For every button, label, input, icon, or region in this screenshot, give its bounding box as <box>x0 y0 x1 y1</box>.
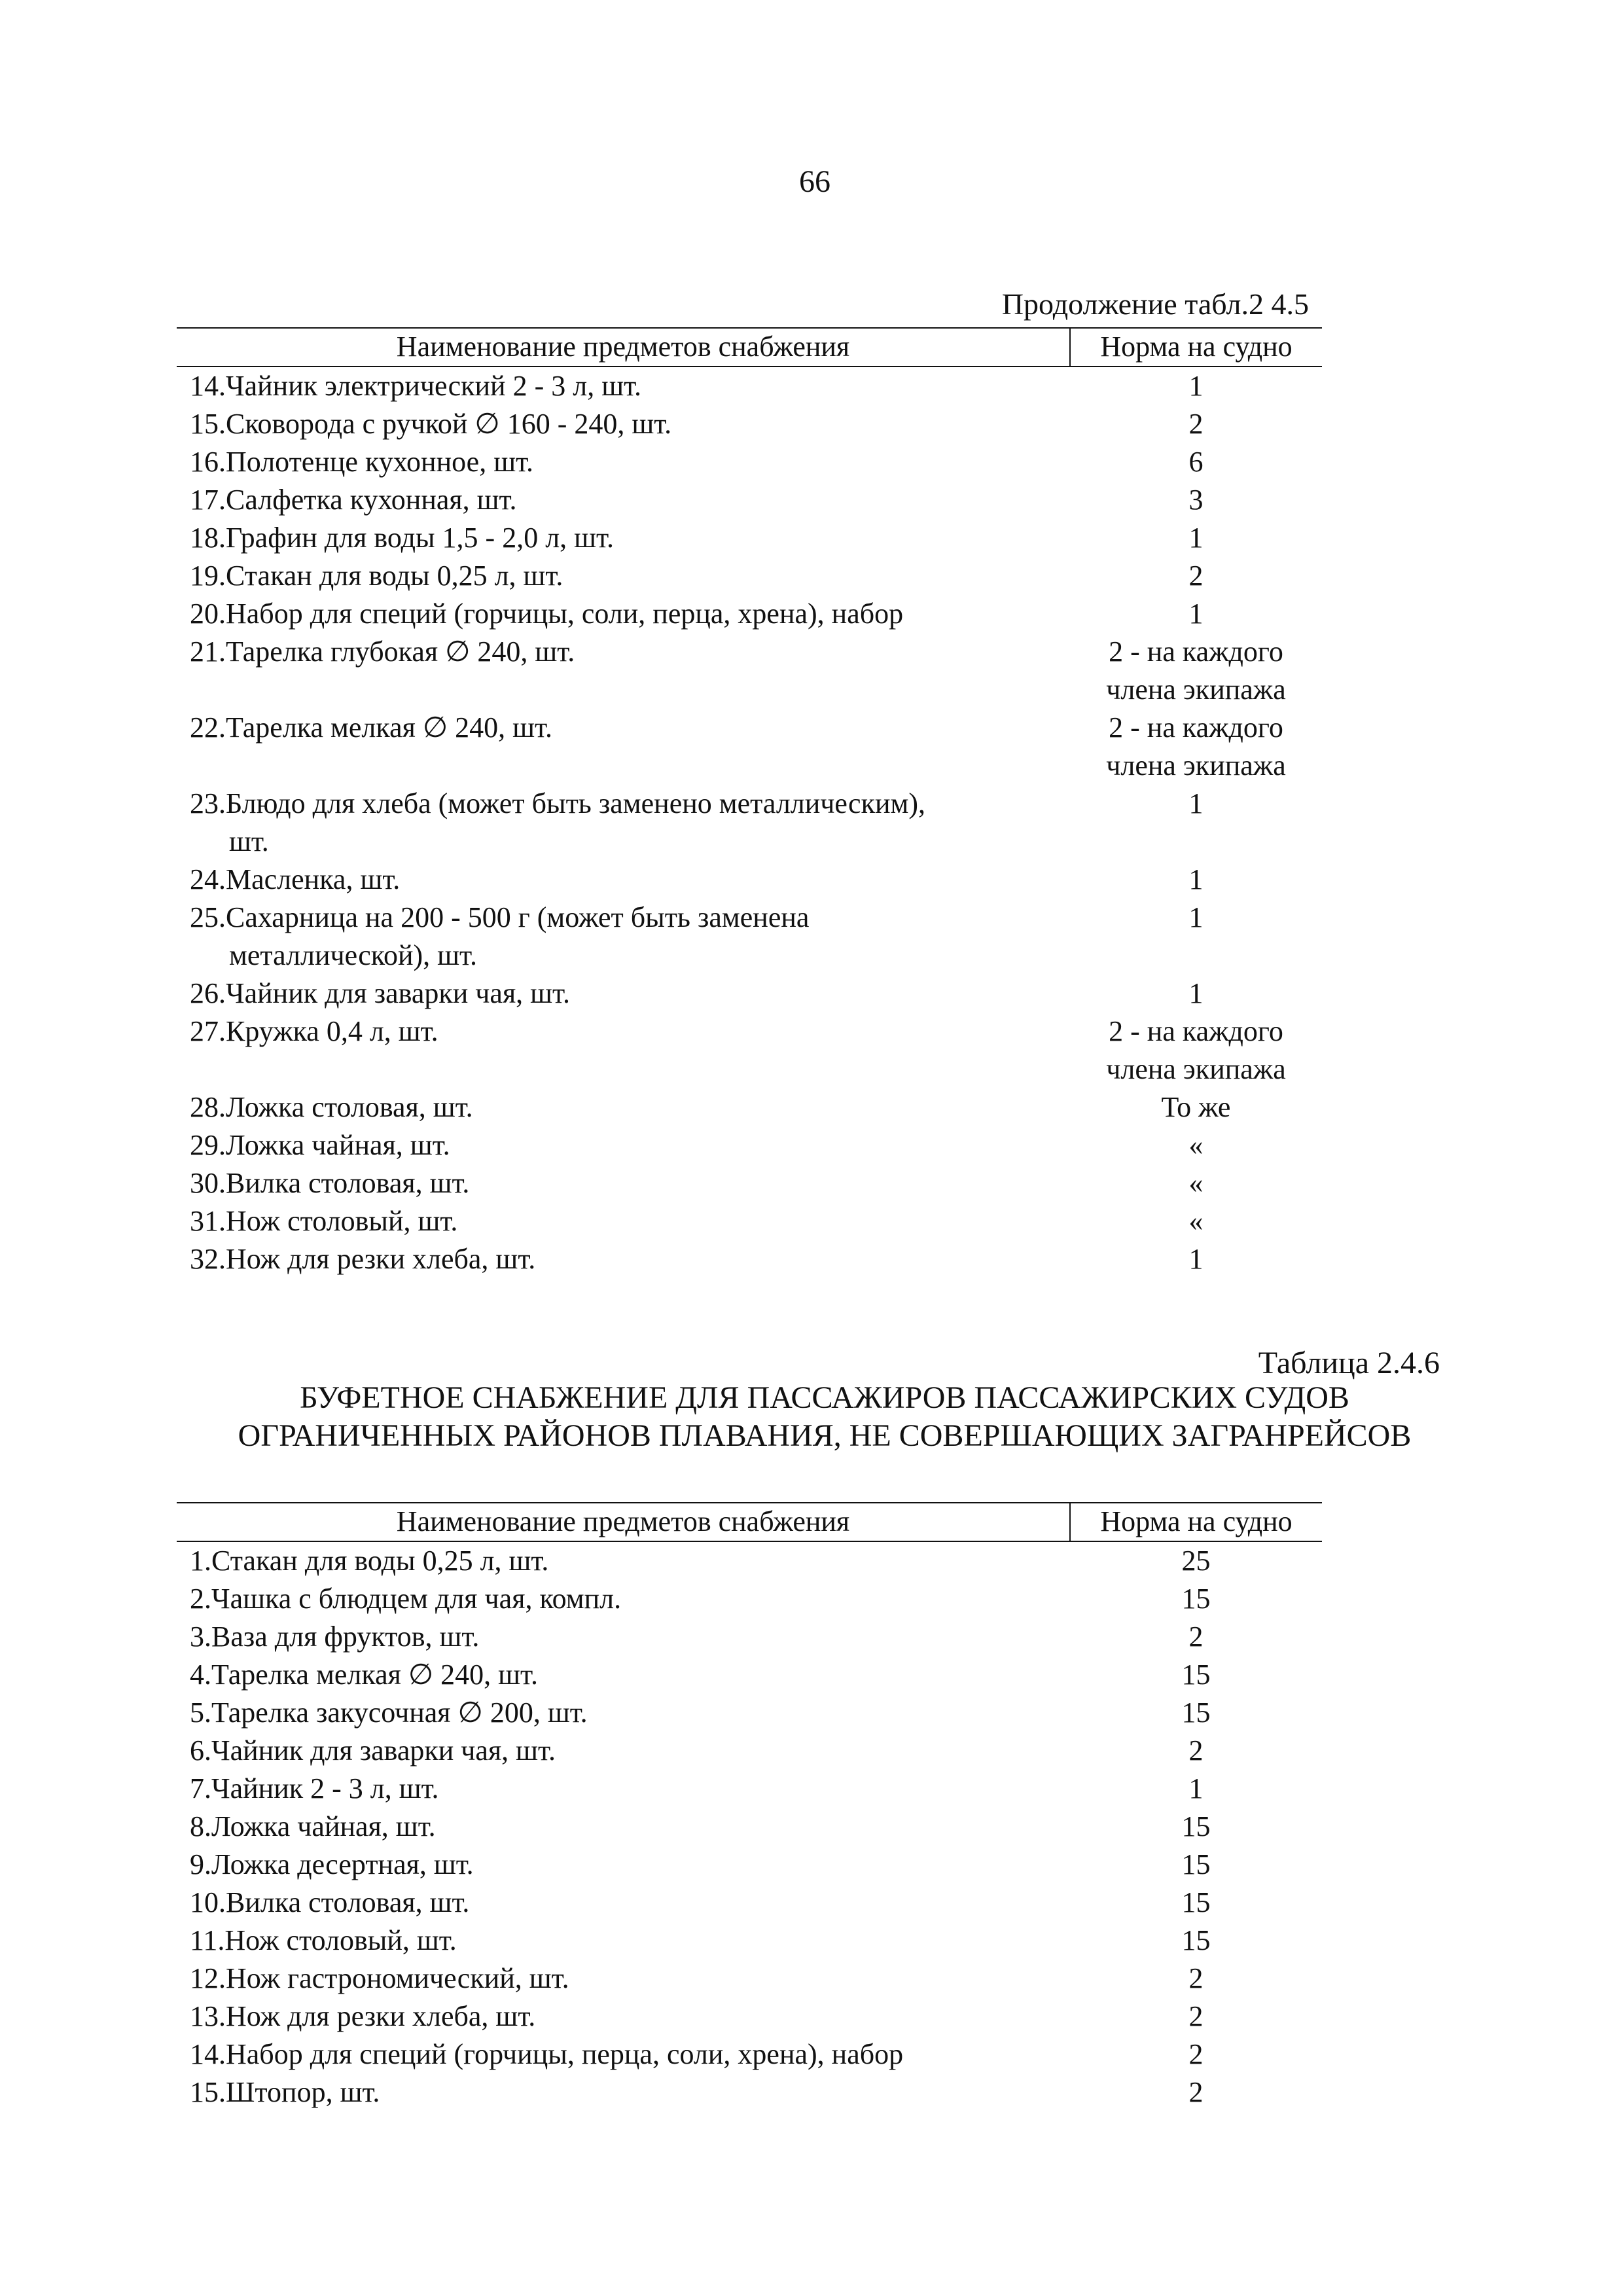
norm-value: 1 <box>1188 901 1204 933</box>
norm-value: 1 <box>1188 1772 1204 1804</box>
norm-value: 1 <box>1188 370 1204 402</box>
item-name: 8.Ложка чайная, шт. <box>190 1810 436 1842</box>
table-row <box>177 1884 1322 1922</box>
item-name: 9.Ложка десертная, шт. <box>190 1848 474 1880</box>
norm-cell <box>1070 1202 1322 1240</box>
item-name: 31.Нож столовый, шт. <box>190 1205 458 1237</box>
table-row <box>177 1998 1322 2036</box>
item-name-cell <box>177 595 1070 633</box>
page-number: 66 <box>799 164 830 199</box>
item-name: 15.Сковорода с ручкой ∅ 160 - 240, шт. <box>190 408 672 440</box>
item-name: 28.Ложка столовая, шт. <box>190 1091 473 1123</box>
item-name-cell <box>177 1202 1070 1240</box>
norm-cell <box>1070 443 1322 481</box>
norm-cell <box>1070 595 1322 633</box>
norm-cell <box>1070 1884 1322 1922</box>
header-norm: Норма на судно <box>1070 328 1322 367</box>
table-row <box>177 1126 1322 1164</box>
item-name-cell <box>177 2073 1070 2111</box>
table-row <box>177 595 1322 633</box>
norm-cell <box>1070 1846 1322 1884</box>
item-name: 5.Тарелка закусочная ∅ 200, шт. <box>190 1696 588 1729</box>
norm-cell <box>1070 1126 1322 1164</box>
item-name: 14.Набор для специй (горчицы, перца, соли, хрена), набор <box>190 2038 904 2070</box>
norm-value: 1 <box>1188 863 1204 895</box>
norm-value: 2 <box>1188 1621 1204 1653</box>
table-row <box>177 1656 1322 1694</box>
norm-cell <box>1070 861 1322 899</box>
item-name: 21.Тарелка глубокая ∅ 240, шт. <box>190 636 575 668</box>
table-row <box>177 899 1322 975</box>
norm-cell <box>1070 1694 1322 1732</box>
item-name: 13.Нож для резки хлеба, шт. <box>190 2000 536 2032</box>
table-row <box>177 2073 1322 2111</box>
table-row <box>177 519 1322 557</box>
table-row <box>177 633 1322 709</box>
norm-cell <box>1070 1240 1322 1278</box>
table-title-line-2: ОГРАНИЧЕННЫХ РАЙОНОВ ПЛАВАНИЯ, НЕ СОВЕРШАЮЩИХ ЗАГРАНРЕЙСОВ <box>238 1418 1412 1453</box>
table-row <box>177 1770 1322 1808</box>
table-row <box>177 785 1322 861</box>
norm-cell <box>1070 405 1322 443</box>
norm-value: 1 <box>1188 977 1204 1009</box>
norm-cell <box>1070 785 1322 861</box>
item-name-cell <box>177 1656 1070 1694</box>
item-name-cell <box>177 1808 1070 1846</box>
norm-value: 15 <box>1181 1659 1211 1691</box>
table-row <box>177 405 1322 443</box>
norm-cell <box>1070 2036 1322 2073</box>
norm-cell <box>1070 709 1322 785</box>
norm-cell <box>1070 1541 1322 1580</box>
item-name: 19.Стакан для воды 0,25 л, шт. <box>190 560 563 592</box>
item-name: 26.Чайник для заварки чая, шт. <box>190 977 570 1009</box>
supply-table-continued <box>177 327 1322 1278</box>
item-name-cell <box>177 1694 1070 1732</box>
item-name: 23.Блюдо для хлеба (может быть заменено металлическим), <box>190 787 925 819</box>
norm-value: 2 - на каждого <box>1109 636 1283 668</box>
item-name-cell <box>177 1126 1070 1164</box>
norm-value: 2 <box>1188 560 1204 592</box>
table-row <box>177 1732 1322 1770</box>
norm-value: 6 <box>1188 446 1204 478</box>
item-name-cell <box>177 1998 1070 2036</box>
item-name: 14.Чайник электрический 2 - 3 л, шт. <box>190 370 641 402</box>
norm-cell <box>1070 1998 1322 2036</box>
item-name: 11.Нож столовый, шт. <box>190 1924 457 1956</box>
norm-cell <box>1070 557 1322 595</box>
table-row <box>177 1618 1322 1656</box>
norm-cell <box>1070 633 1322 709</box>
item-name: 4.Тарелка мелкая ∅ 240, шт. <box>190 1659 538 1691</box>
item-name-cell <box>177 443 1070 481</box>
item-name-continuation: металлической), шт. <box>229 939 477 971</box>
item-name: 7.Чайник 2 - 3 л, шт. <box>190 1772 439 1804</box>
table-row <box>177 557 1322 595</box>
table-row <box>177 367 1322 405</box>
item-name-cell <box>177 785 1070 861</box>
table-continuation-caption: Продолжение табл.2 4.5 <box>1001 287 1309 321</box>
norm-continuation: члена экипажа <box>1106 749 1286 781</box>
table-row <box>177 2036 1322 2073</box>
norm-cell <box>1070 899 1322 975</box>
item-name-cell <box>177 1580 1070 1618</box>
item-name: 6.Чайник для заварки чая, шт. <box>190 1734 556 1767</box>
norm-cell <box>1070 519 1322 557</box>
norm-value: 2 <box>1188 408 1204 440</box>
norm-continuation: члена экипажа <box>1106 1053 1286 1085</box>
norm-cell <box>1070 1808 1322 1846</box>
norm-value: 2 <box>1188 2000 1204 2032</box>
item-name-cell <box>177 709 1070 785</box>
item-name: 3.Ваза для фруктов, шт. <box>190 1621 480 1653</box>
item-name-cell <box>177 481 1070 519</box>
header-item-name: Наименование предметов снабжения <box>177 1503 1070 1541</box>
item-name: 18.Графин для воды 1,5 - 2,0 л, шт. <box>190 522 614 554</box>
norm-cell <box>1070 481 1322 519</box>
table-row <box>177 1088 1322 1126</box>
table-body <box>177 367 1322 1278</box>
norm-value: 1 <box>1188 598 1204 630</box>
item-name: 29.Ложка чайная, шт. <box>190 1129 450 1161</box>
table-row <box>177 1013 1322 1088</box>
item-name-cell <box>177 1618 1070 1656</box>
norm-value: 15 <box>1181 1886 1211 1918</box>
item-name-cell <box>177 1164 1070 1202</box>
item-name-cell <box>177 1884 1070 1922</box>
norm-cell <box>1070 1656 1322 1694</box>
item-name: 24.Масленка, шт. <box>190 863 401 895</box>
item-name-cell <box>177 1013 1070 1088</box>
item-name-continuation: шт. <box>229 825 269 857</box>
item-name: 32.Нож для резки хлеба, шт. <box>190 1243 536 1275</box>
item-name-cell <box>177 975 1070 1013</box>
norm-value: « <box>1188 1129 1204 1161</box>
item-name-cell <box>177 405 1070 443</box>
norm-cell <box>1070 1732 1322 1770</box>
table-title-line-1: БУФЕТНОЕ СНАБЖЕНИЕ ДЛЯ ПАССАЖИРОВ ПАССАЖИРСКИХ СУДОВ <box>300 1380 1349 1415</box>
norm-continuation: члена экипажа <box>1106 673 1286 706</box>
norm-value: 2 - на каждого <box>1109 711 1283 744</box>
item-name: 16.Полотенце кухонное, шт. <box>190 446 533 478</box>
norm-value: 1 <box>1188 522 1204 554</box>
norm-value: 2 <box>1188 1962 1204 1994</box>
item-name-cell <box>177 2036 1070 2073</box>
item-name-cell <box>177 367 1070 405</box>
norm-value: То же <box>1161 1091 1231 1123</box>
table-row <box>177 1202 1322 1240</box>
item-name-cell <box>177 1541 1070 1580</box>
norm-cell <box>1070 975 1322 1013</box>
table-row <box>177 1846 1322 1884</box>
header-item-name: Наименование предметов снабжения <box>177 328 1070 367</box>
item-name: 22.Тарелка мелкая ∅ 240, шт. <box>190 711 552 744</box>
table-row <box>177 1808 1322 1846</box>
item-name: 2.Чашка с блюдцем для чая, компл. <box>190 1583 622 1615</box>
table-row <box>177 709 1322 785</box>
item-name: 15.Штопор, шт. <box>190 2076 380 2108</box>
item-name-cell <box>177 1732 1070 1770</box>
item-name: 1.Стакан для воды 0,25 л, шт. <box>190 1545 549 1577</box>
item-name-cell <box>177 1960 1070 1998</box>
item-name: 30.Вилка столовая, шт. <box>190 1167 470 1199</box>
norm-value: 1 <box>1188 787 1204 819</box>
norm-value: 2 <box>1188 1734 1204 1767</box>
table-row <box>177 1922 1322 1960</box>
item-name: 10.Вилка столовая, шт. <box>190 1886 470 1918</box>
table-row <box>177 861 1322 899</box>
item-name-cell <box>177 899 1070 975</box>
table-row <box>177 1164 1322 1202</box>
table-row <box>177 1694 1322 1732</box>
item-name-cell <box>177 633 1070 709</box>
item-name-cell <box>177 1770 1070 1808</box>
table-row <box>177 443 1322 481</box>
item-name: 20.Набор для специй (горчицы, соли, перца, хрена), набор <box>190 598 904 630</box>
norm-value: 2 <box>1188 2076 1204 2108</box>
item-name: 12.Нож гастрономический, шт. <box>190 1962 569 1994</box>
item-name-cell <box>177 557 1070 595</box>
norm-value: 2 <box>1188 2038 1204 2070</box>
norm-cell <box>1070 1618 1322 1656</box>
norm-value: 15 <box>1181 1924 1211 1956</box>
item-name: 25.Сахарница на 200 - 500 г (может быть заменена <box>190 901 810 933</box>
norm-value: 15 <box>1181 1848 1211 1880</box>
table-row <box>177 1240 1322 1278</box>
norm-value: « <box>1188 1205 1204 1237</box>
item-name-cell <box>177 1240 1070 1278</box>
norm-value: 15 <box>1181 1810 1211 1842</box>
norm-cell <box>1070 1164 1322 1202</box>
item-name-cell <box>177 519 1070 557</box>
table-body <box>177 1541 1322 2111</box>
table-row <box>177 1580 1322 1618</box>
norm-cell <box>1070 2073 1322 2111</box>
table-row <box>177 1541 1322 1580</box>
item-name: 27.Кружка 0,4 л, шт. <box>190 1015 438 1047</box>
buffet-supply-table <box>177 1502 1322 2111</box>
item-name-cell <box>177 861 1070 899</box>
item-name: 17.Салфетка кухонная, шт. <box>190 484 517 516</box>
table-label: Таблица 2.4.6 <box>1258 1346 1440 1380</box>
norm-value: 1 <box>1188 1243 1204 1275</box>
norm-cell <box>1070 1088 1322 1126</box>
norm-value: 2 - на каждого <box>1109 1015 1283 1047</box>
table-header-row <box>177 1503 1322 1541</box>
norm-value: 25 <box>1181 1545 1211 1577</box>
table-row <box>177 1960 1322 1998</box>
norm-value: 15 <box>1181 1583 1211 1615</box>
item-name-cell <box>177 1846 1070 1884</box>
item-name-cell <box>177 1088 1070 1126</box>
norm-value: 3 <box>1188 484 1204 516</box>
norm-cell <box>1070 1580 1322 1618</box>
header-norm: Норма на судно <box>1070 1503 1322 1541</box>
norm-value: « <box>1188 1167 1204 1199</box>
table-row <box>177 481 1322 519</box>
norm-cell <box>1070 1013 1322 1088</box>
table-header-row <box>177 328 1322 367</box>
norm-cell <box>1070 1922 1322 1960</box>
table-row <box>177 975 1322 1013</box>
item-name-cell <box>177 1922 1070 1960</box>
norm-cell <box>1070 1770 1322 1808</box>
norm-value: 15 <box>1181 1696 1211 1729</box>
norm-cell <box>1070 367 1322 405</box>
norm-cell <box>1070 1960 1322 1998</box>
